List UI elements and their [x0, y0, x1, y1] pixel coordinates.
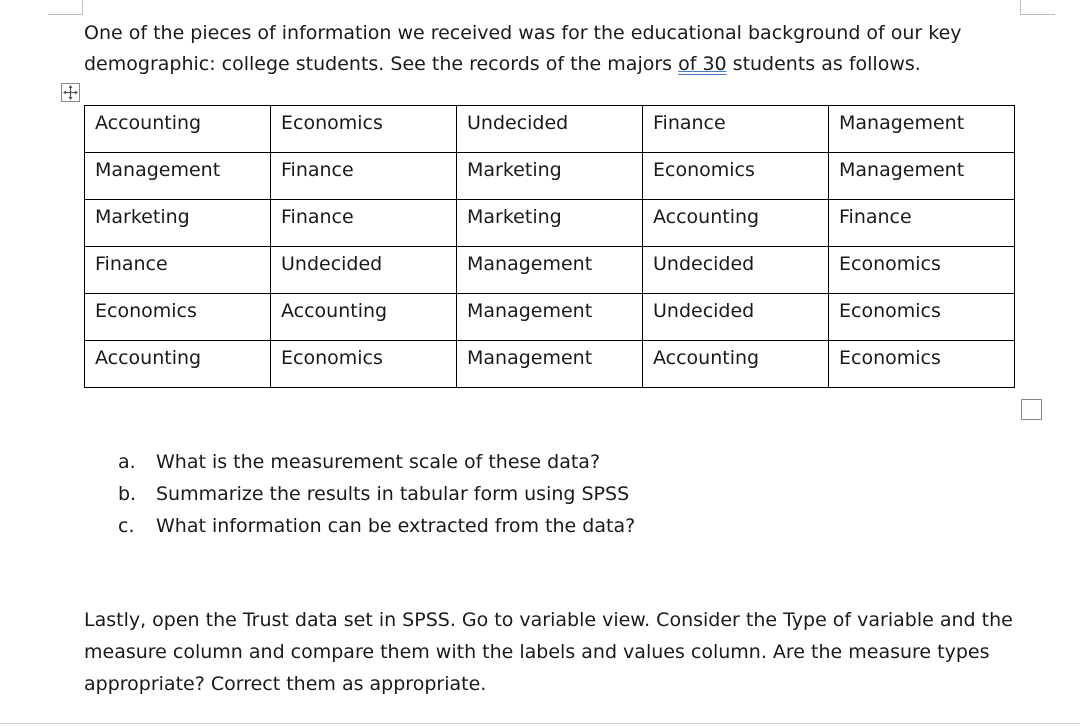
- grammar-flag[interactable]: of 30: [678, 53, 727, 75]
- list-marker: c.: [118, 515, 135, 537]
- table-cell[interactable]: Economics: [829, 341, 1015, 388]
- table-cell[interactable]: Accounting: [85, 106, 271, 153]
- table-cell[interactable]: Finance: [271, 153, 457, 200]
- table-cell[interactable]: Economics: [85, 294, 271, 341]
- table-cell[interactable]: Undecided: [457, 106, 643, 153]
- question-text: Summarize the results in tabular form using SPSS: [156, 483, 630, 505]
- question-text: What information can be extracted from the data?: [156, 515, 636, 537]
- table-row: [85, 294, 1015, 341]
- question-item: [118, 478, 635, 510]
- table-cell[interactable]: Management: [457, 247, 643, 294]
- table-cell[interactable]: Finance: [271, 200, 457, 247]
- table-row: [85, 247, 1015, 294]
- table-cell[interactable]: Management: [829, 153, 1015, 200]
- table-resize-icon[interactable]: [1021, 399, 1042, 420]
- intro-text-end: students as follows.: [726, 53, 921, 75]
- table-cell[interactable]: Management: [829, 106, 1015, 153]
- list-marker: a.: [118, 451, 136, 473]
- table-cell[interactable]: Management: [85, 153, 271, 200]
- table-cell[interactable]: Accounting: [643, 341, 829, 388]
- table-cell[interactable]: Economics: [643, 153, 829, 200]
- page-corner-mark-right: [1020, 0, 1055, 15]
- page-bottom-edge: [0, 723, 1080, 724]
- table-cell[interactable]: Management: [457, 341, 643, 388]
- table-cell[interactable]: Finance: [643, 106, 829, 153]
- table-cell[interactable]: Economics: [271, 106, 457, 153]
- table-cell[interactable]: Marketing: [457, 200, 643, 247]
- table-row: [85, 153, 1015, 200]
- table-cell[interactable]: Marketing: [85, 200, 271, 247]
- intro-text: One of the pieces of information we received was for the educational background of our key demographic: college students. See the records of the majors: [84, 22, 962, 75]
- table-cell[interactable]: Economics: [829, 247, 1015, 294]
- majors-table: [84, 105, 1015, 388]
- table-cell[interactable]: Undecided: [271, 247, 457, 294]
- page-corner-mark-left: [48, 0, 83, 15]
- table-row: [85, 106, 1015, 153]
- closing-paragraph[interactable]: Lastly, open the Trust data set in SPSS. Go to variable view. Consider the Type of variable and the measure column and compare them with the labels and values column. Are the measure types appropriate? Correct them as appropriate.: [84, 609, 1013, 695]
- question-item: [118, 510, 635, 542]
- question-item: [118, 446, 635, 478]
- table-cell[interactable]: Undecided: [643, 247, 829, 294]
- table-cell[interactable]: Economics: [829, 294, 1015, 341]
- table-cell[interactable]: Accounting: [643, 200, 829, 247]
- table-cell[interactable]: Accounting: [271, 294, 457, 341]
- table-cell[interactable]: Economics: [271, 341, 457, 388]
- intro-paragraph[interactable]: [84, 18, 1014, 80]
- table-cell[interactable]: Undecided: [643, 294, 829, 341]
- list-marker: b.: [118, 483, 137, 505]
- move-arrows-icon[interactable]: [61, 83, 80, 102]
- table-cell[interactable]: Marketing: [457, 153, 643, 200]
- table-cell[interactable]: Finance: [829, 200, 1015, 247]
- question-text: What is the measurement scale of these data?: [156, 451, 601, 473]
- table-cell[interactable]: Finance: [85, 247, 271, 294]
- table-cell[interactable]: Accounting: [85, 341, 271, 388]
- table-cell[interactable]: Management: [457, 294, 643, 341]
- table-row: [85, 200, 1015, 247]
- question-list: [118, 446, 635, 542]
- table-row: [85, 341, 1015, 388]
